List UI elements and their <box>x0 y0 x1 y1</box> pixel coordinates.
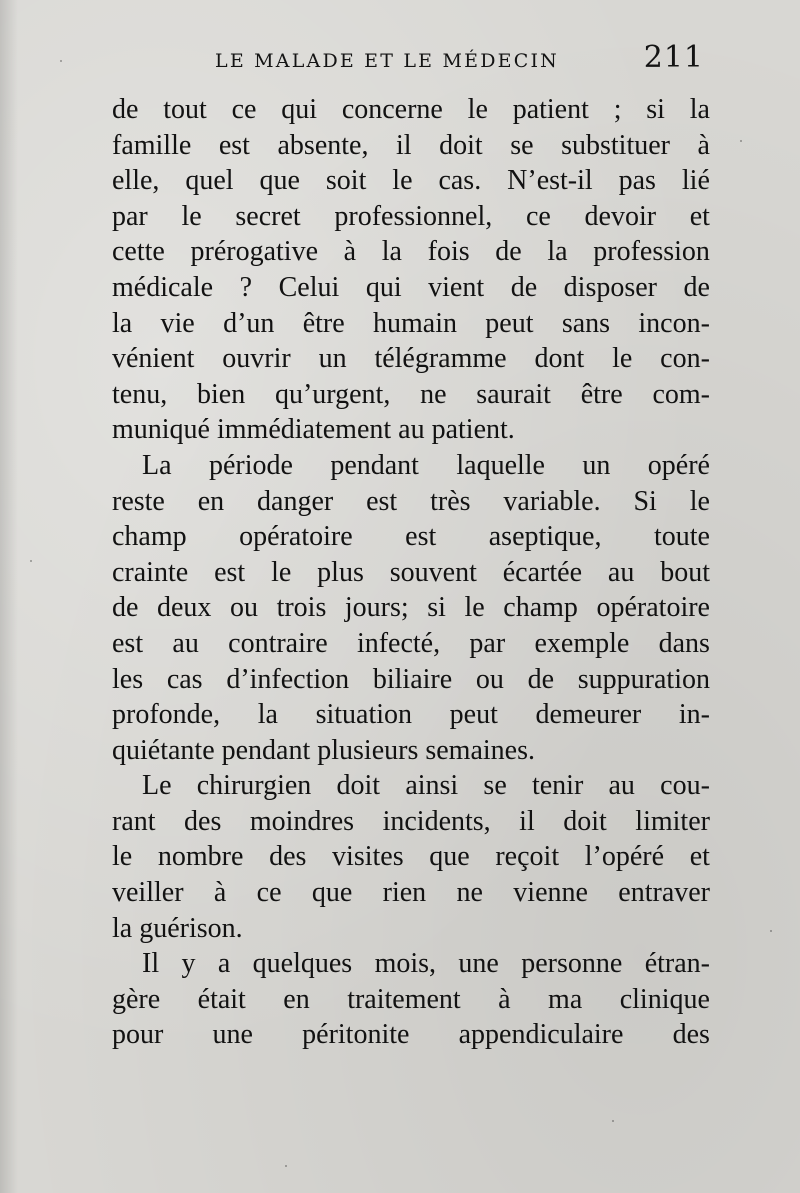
word: le <box>464 592 485 624</box>
word: d’infection <box>226 663 350 695</box>
word: reçoit <box>495 841 560 873</box>
word: télégramme <box>374 343 507 375</box>
page-gutter-shadow <box>0 0 18 1193</box>
word: rien <box>382 877 427 909</box>
word: ne <box>420 378 447 410</box>
word: elle, <box>112 165 160 197</box>
word: des <box>184 805 222 837</box>
word: que <box>259 165 300 197</box>
word: opéré <box>647 449 710 481</box>
word: limiter <box>635 805 710 837</box>
word: est <box>214 556 246 588</box>
word: le <box>612 343 633 375</box>
word: cette <box>112 236 165 268</box>
word: famille <box>112 129 192 161</box>
word: le <box>467 94 488 125</box>
word: vienne <box>513 877 588 909</box>
word: sans <box>561 307 611 339</box>
word: étran- <box>644 948 710 980</box>
text-line <box>112 306 710 342</box>
word: souvent <box>389 556 477 588</box>
body-text <box>112 92 710 1053</box>
word: pendant <box>330 449 419 481</box>
running-title: LE MALADE ET LE MÉDECIN <box>215 50 559 72</box>
text-line <box>112 448 710 484</box>
word: tout <box>163 94 207 125</box>
word: la <box>257 699 278 731</box>
word: devoir <box>584 200 657 232</box>
word: le <box>392 165 413 197</box>
text-line <box>112 341 710 377</box>
word: qui <box>281 94 318 125</box>
word: dont <box>534 343 585 375</box>
word: la <box>689 94 710 125</box>
word: disposer <box>563 271 657 303</box>
word: d’un <box>223 307 275 339</box>
word: infecté, <box>356 627 441 659</box>
text-line <box>112 697 710 733</box>
word: pour <box>112 1019 164 1051</box>
text-line: muniqué immédiatement au patient. <box>112 414 515 446</box>
word: un <box>582 449 611 481</box>
word: est <box>218 129 250 161</box>
word: humain <box>372 307 457 339</box>
text-line <box>112 234 710 270</box>
word: la <box>381 236 402 268</box>
word: cou- <box>660 770 710 802</box>
word: ce <box>256 877 282 909</box>
word: opératoire <box>239 521 353 553</box>
page-number: 211 <box>643 40 704 75</box>
word: ma <box>548 983 583 1015</box>
paper-speck <box>285 1165 287 1167</box>
word: de <box>112 592 139 624</box>
word: secret <box>235 200 301 232</box>
word: le <box>689 485 710 517</box>
word: in- <box>678 699 710 731</box>
word: y <box>181 948 196 980</box>
word: le <box>271 556 292 588</box>
word: de <box>527 663 555 695</box>
word: vénient <box>112 343 195 375</box>
word: champ <box>503 592 578 624</box>
word: champ <box>112 521 187 553</box>
word: visites <box>332 841 404 873</box>
word: se <box>483 770 507 802</box>
text-line <box>112 946 710 982</box>
word: clinique <box>619 983 710 1015</box>
word: ouvrir <box>222 343 291 375</box>
word: contraire <box>228 627 328 659</box>
word: plus <box>317 556 364 588</box>
word: péritonite <box>302 1019 410 1051</box>
word: biliaire <box>372 663 453 695</box>
word: personne <box>521 948 623 980</box>
word: que <box>311 877 353 909</box>
text-line <box>112 982 710 1018</box>
word: prérogative <box>190 236 318 268</box>
word: ou <box>475 663 504 695</box>
word: et <box>689 200 710 232</box>
word: danger <box>257 485 334 517</box>
word: trois <box>276 592 327 624</box>
word: si <box>646 94 665 125</box>
word: gère <box>112 983 161 1015</box>
text-line <box>112 270 710 306</box>
word: dans <box>658 627 710 659</box>
word: être <box>580 378 623 410</box>
word: il <box>396 129 412 161</box>
word: bien <box>196 378 246 410</box>
word: doit <box>439 129 483 161</box>
word: pas <box>618 165 656 197</box>
text-line <box>112 1017 710 1053</box>
paper-speck <box>770 930 772 932</box>
text-line <box>112 163 710 199</box>
paper-speck <box>740 140 742 142</box>
word: une <box>212 1019 253 1051</box>
word: veiller <box>112 877 184 909</box>
paper-speck <box>60 60 62 62</box>
word: la <box>112 307 133 339</box>
word: saurait <box>476 378 551 410</box>
text-line <box>112 128 710 164</box>
word: au <box>607 556 635 588</box>
page-header <box>215 40 710 80</box>
word: profession <box>593 236 710 268</box>
word: période <box>208 449 293 481</box>
text-line: la guérison. <box>112 912 243 944</box>
word: ; <box>613 94 622 125</box>
word: doit <box>336 770 381 802</box>
word: qui <box>365 271 402 303</box>
word: les <box>112 663 144 695</box>
word: qu’urgent, <box>274 378 391 410</box>
word: la <box>547 236 568 268</box>
word: en <box>197 485 225 517</box>
word: médicale <box>112 271 214 303</box>
word: il <box>519 805 535 837</box>
text-line: quiétante pendant plusieurs semaines. <box>112 734 535 766</box>
word: au <box>608 770 635 802</box>
text-line <box>112 590 710 626</box>
word: ce <box>231 94 257 125</box>
word: con- <box>660 343 710 375</box>
word: nombre <box>157 841 244 873</box>
word: entraver <box>618 877 710 909</box>
text-line <box>112 484 710 520</box>
word: appendiculaire <box>458 1019 624 1051</box>
text-line <box>112 804 710 840</box>
word: à <box>213 877 227 909</box>
word: quel <box>185 165 234 197</box>
word: peut <box>449 699 498 731</box>
word: par <box>469 627 506 659</box>
word: variable. <box>503 485 601 517</box>
word: de <box>683 271 710 303</box>
word: ou <box>230 592 258 624</box>
word: ainsi <box>405 770 459 802</box>
word: très <box>430 485 471 517</box>
text-line <box>112 839 710 875</box>
word: en <box>283 983 310 1015</box>
text-line <box>112 92 710 128</box>
word: quelques <box>252 948 353 980</box>
word: par <box>112 200 148 232</box>
word: une <box>458 948 499 980</box>
word: écartée <box>502 556 582 588</box>
word: que <box>429 841 470 873</box>
word: N’est-il <box>507 165 593 197</box>
word: ce <box>525 200 551 232</box>
text-line <box>112 875 710 911</box>
word: ? <box>239 271 253 303</box>
word: le <box>112 841 133 873</box>
word: à <box>343 236 357 268</box>
word: de <box>510 271 538 303</box>
word: bout <box>660 556 710 588</box>
word: lié <box>681 165 710 197</box>
text-line <box>112 555 710 591</box>
word: Le <box>142 770 172 802</box>
word: reste <box>112 485 165 517</box>
text-line <box>112 377 710 413</box>
word: Si <box>633 485 657 517</box>
word: est <box>366 485 398 517</box>
word: l’opéré <box>584 841 665 873</box>
text-line <box>112 199 710 235</box>
word: incidents, <box>382 805 491 837</box>
word: le <box>181 200 202 232</box>
text-line <box>112 768 710 804</box>
word: chirurgien <box>196 770 312 802</box>
word: est <box>112 627 144 659</box>
word: au <box>172 627 199 659</box>
word: laquelle <box>456 449 545 481</box>
word: vie <box>160 307 195 339</box>
word: professionnel, <box>334 200 493 232</box>
word: et <box>689 841 710 873</box>
word: opératoire <box>596 592 710 624</box>
word: tenir <box>531 770 584 802</box>
word: concerne <box>341 94 443 125</box>
word: substituer <box>561 129 670 161</box>
word: Il <box>142 948 160 980</box>
word: aseptique, <box>488 521 602 553</box>
text-line <box>112 662 710 698</box>
word: de <box>495 236 522 268</box>
word: a <box>217 948 231 980</box>
word: tenu, <box>112 378 168 410</box>
word: toute <box>654 521 710 553</box>
word: com- <box>652 378 710 410</box>
word: incon- <box>638 307 710 339</box>
word: Celui <box>278 271 340 303</box>
word: est <box>405 521 437 553</box>
word: se <box>510 129 534 161</box>
word: patient <box>512 94 589 125</box>
word: cas. <box>438 165 482 197</box>
paper-speck <box>612 1120 614 1122</box>
word: ne <box>456 877 483 909</box>
word: à <box>697 129 710 161</box>
word: des <box>269 841 307 873</box>
word: jours; <box>344 592 409 624</box>
word: deux <box>157 592 212 624</box>
word: situation <box>315 699 413 731</box>
word: traitement <box>347 983 461 1015</box>
text-line <box>112 519 710 555</box>
word: mois, <box>374 948 437 980</box>
word: si <box>427 592 446 624</box>
word: était <box>197 983 246 1015</box>
word: fois <box>427 236 470 268</box>
word: La <box>142 449 172 481</box>
word: être <box>302 307 345 339</box>
word: profonde, <box>112 699 221 731</box>
word: vient <box>428 271 485 303</box>
word: crainte <box>112 556 189 588</box>
word: soit <box>325 165 367 197</box>
word: peut <box>485 307 534 339</box>
word: suppuration <box>577 663 710 695</box>
word: exemple <box>534 627 630 659</box>
word: demeurer <box>535 699 642 731</box>
word: moindres <box>249 805 355 837</box>
word: un <box>318 343 347 375</box>
word: des <box>672 1019 710 1051</box>
word: doit <box>563 805 607 837</box>
word: absente, <box>277 129 369 161</box>
paper-speck <box>30 560 32 562</box>
word: rant <box>112 805 156 837</box>
word: de <box>112 94 139 125</box>
text-line <box>112 626 710 662</box>
word: cas <box>166 663 203 695</box>
word: à <box>498 983 511 1015</box>
